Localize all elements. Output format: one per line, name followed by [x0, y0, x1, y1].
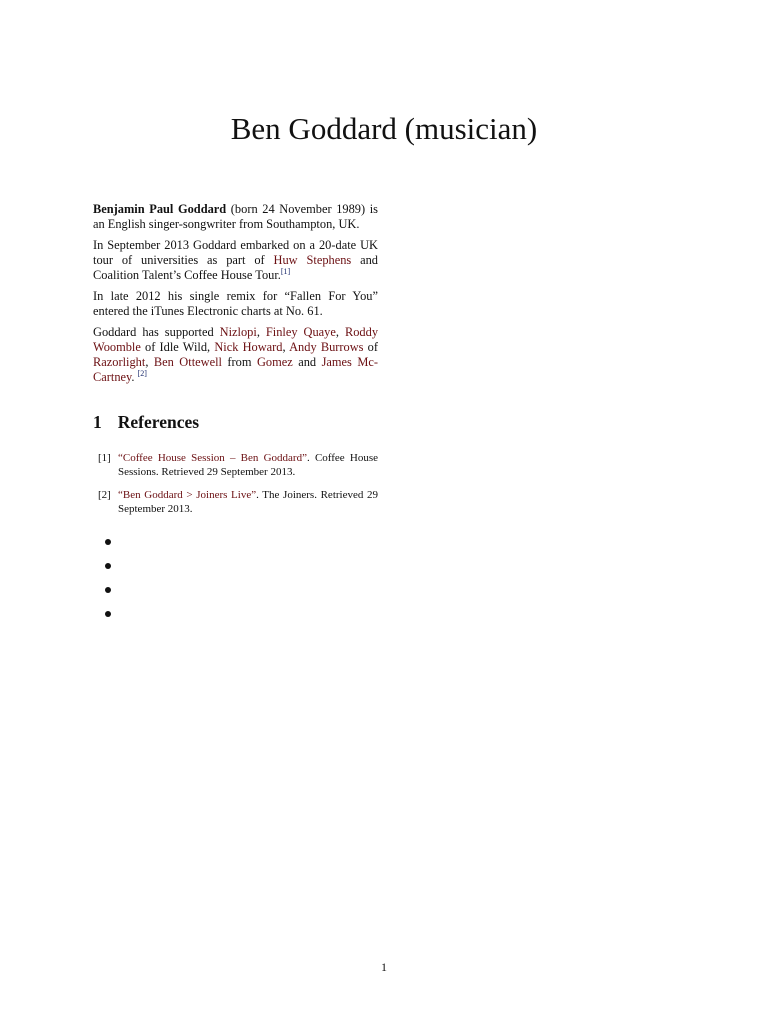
- citation-2-link[interactable]: [2]: [137, 368, 147, 378]
- article-body: [93, 202, 378, 626]
- reference-2-link[interactable]: “Ben Goddard > Joiners Live”: [118, 489, 257, 501]
- reference-number: [1]: [98, 452, 111, 464]
- section-number: 1: [93, 412, 102, 432]
- support-text-3: ,: [335, 325, 345, 339]
- list-item: [93, 578, 378, 602]
- link-razorlight[interactable]: Razorlight: [93, 355, 146, 369]
- tour-paragraph: [93, 238, 378, 283]
- support-text-4: of Idle Wild,: [140, 340, 215, 354]
- link-roddy-woomble[interactable]: Roddy Woomble: [93, 325, 379, 354]
- support-text-2: ,: [256, 325, 266, 339]
- references-list: [93, 451, 378, 516]
- bullet-icon: [105, 563, 111, 569]
- link-james-mccartney[interactable]: James Mc-Cartney: [93, 355, 378, 384]
- references-heading: [93, 411, 378, 433]
- link-huw-stephens[interactable]: Huw Stephens: [273, 253, 352, 267]
- list-item: [93, 530, 378, 554]
- reference-1-details: . Coffee House Sessions. Retrieved 29 September 2013.: [118, 452, 378, 478]
- support-text-6: of: [363, 340, 378, 354]
- section-title: References: [117, 412, 200, 432]
- link-finley-quaye[interactable]: Finley Quaye: [265, 325, 336, 339]
- support-text-10: .: [131, 370, 138, 384]
- page-number: 1: [381, 960, 387, 974]
- reference-item: [93, 488, 378, 516]
- bullet-icon: [105, 611, 111, 617]
- support-text-1: Goddard has supported: [93, 325, 220, 339]
- link-gomez[interactable]: Gomez: [256, 355, 293, 369]
- bullet-icon: [105, 587, 111, 593]
- link-nick-howard[interactable]: Nick Howard: [214, 340, 283, 354]
- intro-paragraph: [93, 202, 378, 232]
- reference-2-details: . The Joiners. Retrieved 29 September 2013.: [118, 489, 379, 515]
- support-paragraph: [93, 325, 378, 385]
- list-item: [93, 554, 378, 578]
- reference-number: [2]: [98, 489, 111, 501]
- link-andy-burrows[interactable]: Andy Burrows: [289, 340, 364, 354]
- link-ben-ottewell[interactable]: Ben Ottewell: [153, 355, 222, 369]
- support-text-9: and: [292, 355, 322, 369]
- link-nizlopi[interactable]: Nizlopi: [219, 325, 257, 339]
- intro-text: (born 24 November 1989) is an English singer-songwriter from Southampton, UK.: [93, 202, 378, 231]
- remix-paragraph: In late 2012 his single remix for “Fallen For You” entered the iTunes Electronic charts at No. 61.: [93, 289, 378, 318]
- citation-1-link[interactable]: [1]: [280, 266, 291, 276]
- reference-1-link[interactable]: “Coffee House Session – Ben Goddard”: [118, 452, 307, 464]
- tour-text-1: In September 2013 Goddard embarked on a 20-date UK tour of universities as part of: [93, 238, 378, 267]
- empty-bullet-list: [93, 530, 378, 626]
- support-text-8: from: [221, 355, 257, 369]
- reference-item: [93, 451, 378, 479]
- support-text-5: ,: [282, 340, 290, 354]
- page-title: Ben Goddard (musician): [230, 111, 538, 146]
- subject-name: Benjamin Paul Goddard: [93, 202, 227, 216]
- support-text-7: ,: [145, 355, 154, 369]
- bullet-icon: [105, 539, 111, 545]
- list-item: [93, 602, 378, 626]
- tour-text-2: and Coalition Talent’s Coffee House Tour.: [93, 253, 378, 282]
